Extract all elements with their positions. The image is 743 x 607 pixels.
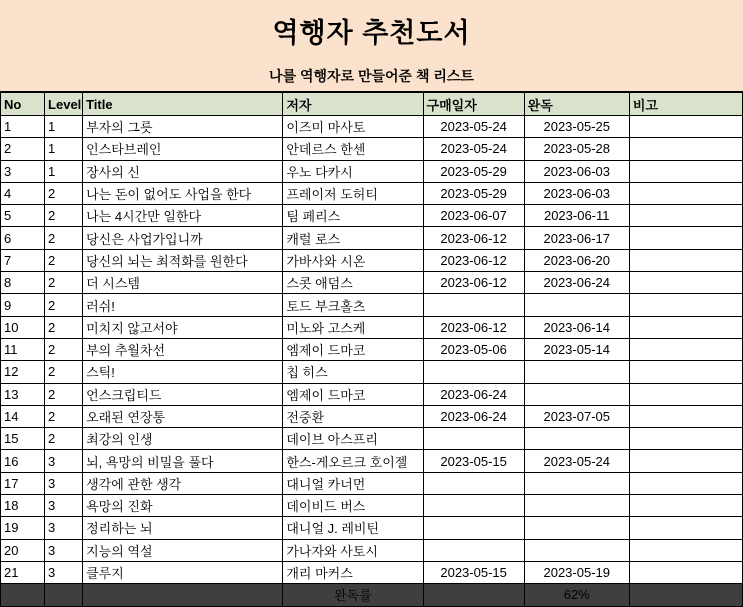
table-row — [1, 116, 743, 138]
table-row — [1, 182, 743, 204]
table-row — [1, 294, 743, 316]
cell-done-date[interactable]: 2023-05-28 — [524, 138, 629, 160]
table-footer — [1, 584, 743, 606]
cell-buy-date[interactable]: 2023-05-06 — [423, 338, 524, 360]
cell-level[interactable]: 2 — [45, 182, 83, 204]
table-row — [1, 472, 743, 494]
cell-level[interactable]: 2 — [45, 227, 83, 249]
cell-done-date[interactable]: 2023-06-24 — [524, 272, 629, 294]
cell-note[interactable] — [629, 450, 742, 472]
table-row — [1, 495, 743, 517]
cell-author[interactable]: 엠제이 드마코 — [283, 338, 423, 360]
cell-done-date[interactable] — [524, 539, 629, 561]
cell-title[interactable]: 나는 돈이 없어도 사업을 한다 — [83, 182, 283, 204]
completion-rate-label: 완독률 — [283, 584, 423, 606]
cell-level[interactable]: 2 — [45, 205, 83, 227]
cell-no[interactable]: 17 — [1, 472, 45, 494]
cell-no[interactable]: 14 — [1, 405, 45, 427]
cell-no[interactable]: 7 — [1, 249, 45, 271]
cell-buy-date[interactable] — [423, 472, 524, 494]
cell-author[interactable]: 개리 마커스 — [283, 561, 423, 583]
cell-no[interactable]: 1 — [1, 116, 45, 138]
cell-done-date[interactable] — [524, 361, 629, 383]
cell-buy-date[interactable]: 2023-06-12 — [423, 272, 524, 294]
footer-blank-note — [629, 584, 742, 606]
cell-title[interactable]: 부의 추월차선 — [83, 338, 283, 360]
cell-note[interactable] — [629, 561, 742, 583]
cell-no[interactable]: 11 — [1, 338, 45, 360]
cell-buy-date[interactable]: 2023-06-07 — [423, 205, 524, 227]
cell-author[interactable]: 캐럴 로스 — [283, 227, 423, 249]
table-row — [1, 517, 743, 539]
cell-title[interactable]: 오래된 연장통 — [83, 405, 283, 427]
cell-buy-date[interactable] — [423, 361, 524, 383]
cell-level[interactable]: 2 — [45, 338, 83, 360]
cell-level[interactable]: 1 — [45, 138, 83, 160]
cell-done-date[interactable]: 2023-06-17 — [524, 227, 629, 249]
cell-done-date[interactable]: 2023-07-05 — [524, 405, 629, 427]
cell-no[interactable]: 6 — [1, 227, 45, 249]
cell-level[interactable]: 3 — [45, 539, 83, 561]
cell-note[interactable] — [629, 182, 742, 204]
cell-buy-date[interactable]: 2023-05-24 — [423, 116, 524, 138]
cell-title[interactable]: 클루지 — [83, 561, 283, 583]
cell-title[interactable]: 당신의 뇌는 최적화를 원한다 — [83, 249, 283, 271]
cell-author[interactable]: 한스-게오르크 호이젤 — [283, 450, 423, 472]
cell-title[interactable]: 나는 4시간만 일한다 — [83, 205, 283, 227]
cell-done-date[interactable] — [524, 294, 629, 316]
cell-title[interactable]: 최강의 인생 — [83, 428, 283, 450]
cell-no[interactable]: 9 — [1, 294, 45, 316]
cell-no[interactable]: 15 — [1, 428, 45, 450]
cell-author[interactable]: 미노와 고스케 — [283, 316, 423, 338]
footer-blank-buy — [423, 584, 524, 606]
table-row — [1, 316, 743, 338]
cell-done-date[interactable]: 2023-06-11 — [524, 205, 629, 227]
cell-buy-date[interactable]: 2023-05-24 — [423, 138, 524, 160]
cell-note[interactable] — [629, 472, 742, 494]
table-row — [1, 539, 743, 561]
cell-done-date[interactable] — [524, 495, 629, 517]
cell-no[interactable]: 8 — [1, 272, 45, 294]
footer-row — [1, 584, 743, 606]
footer-blank-level — [45, 584, 83, 606]
cell-note[interactable] — [629, 138, 742, 160]
cell-buy-date[interactable]: 2023-06-24 — [423, 383, 524, 405]
cell-title[interactable]: 지능의 역설 — [83, 539, 283, 561]
cell-author[interactable]: 가바사와 시온 — [283, 249, 423, 271]
completion-rate-value: 62% — [524, 584, 629, 606]
table-row — [1, 205, 743, 227]
cell-level[interactable]: 3 — [45, 472, 83, 494]
cell-done-date[interactable] — [524, 517, 629, 539]
cell-buy-date[interactable] — [423, 517, 524, 539]
cell-done-date[interactable]: 2023-05-25 — [524, 116, 629, 138]
cell-author[interactable]: 우노 다카시 — [283, 160, 423, 182]
cell-no[interactable]: 18 — [1, 495, 45, 517]
table-row — [1, 138, 743, 160]
cell-author[interactable]: 전중환 — [283, 405, 423, 427]
table-row — [1, 227, 743, 249]
cell-author[interactable]: 데이브 아스프리 — [283, 428, 423, 450]
cell-level[interactable]: 2 — [45, 272, 83, 294]
table-row — [1, 249, 743, 271]
cell-done-date[interactable] — [524, 428, 629, 450]
cell-done-date[interactable]: 2023-06-14 — [524, 316, 629, 338]
cell-done-date[interactable]: 2023-05-24 — [524, 450, 629, 472]
cell-buy-date[interactable] — [423, 495, 524, 517]
cell-buy-date[interactable]: 2023-05-15 — [423, 561, 524, 583]
column-header-title[interactable]: Title — [83, 93, 283, 116]
cell-buy-date[interactable]: 2023-06-12 — [423, 227, 524, 249]
cell-author[interactable]: 엠제이 드마코 — [283, 383, 423, 405]
cell-title[interactable]: 인스타브레인 — [83, 138, 283, 160]
cell-title[interactable]: 당신은 사업가입니까 — [83, 227, 283, 249]
cell-title[interactable]: 스틱! — [83, 361, 283, 383]
subtitle-band — [0, 60, 743, 92]
cell-note[interactable] — [629, 205, 742, 227]
cell-note[interactable] — [629, 294, 742, 316]
column-header-note[interactable]: 비고 — [629, 93, 742, 116]
cell-level[interactable]: 3 — [45, 450, 83, 472]
table-header-row — [1, 93, 743, 116]
cell-author[interactable]: 대니얼 카너먼 — [283, 472, 423, 494]
cell-author[interactable]: 가나자와 사토시 — [283, 539, 423, 561]
cell-title[interactable]: 욕망의 진화 — [83, 495, 283, 517]
cell-note[interactable] — [629, 116, 742, 138]
cell-author[interactable]: 대니얼 J. 레비틴 — [283, 517, 423, 539]
cell-title[interactable]: 생각에 관한 생각 — [83, 472, 283, 494]
cell-level[interactable]: 2 — [45, 249, 83, 271]
cell-buy-date[interactable]: 2023-05-15 — [423, 450, 524, 472]
table-row — [1, 561, 743, 583]
footer-blank-title — [83, 584, 283, 606]
cell-level[interactable]: 1 — [45, 116, 83, 138]
title-band — [0, 0, 743, 60]
cell-done-date[interactable]: 2023-06-03 — [524, 182, 629, 204]
cell-note[interactable] — [629, 517, 742, 539]
cell-author[interactable]: 안데르스 한센 — [283, 138, 423, 160]
cell-author[interactable]: 토드 부크홀츠 — [283, 294, 423, 316]
cell-note[interactable] — [629, 272, 742, 294]
cell-note[interactable] — [629, 227, 742, 249]
cell-author[interactable]: 팀 페리스 — [283, 205, 423, 227]
cell-level[interactable]: 2 — [45, 316, 83, 338]
table-row — [1, 405, 743, 427]
page-subtitle: 나를 역행자로 만들어준 책 리스트 — [269, 67, 474, 84]
cell-author[interactable]: 이즈미 마사토 — [283, 116, 423, 138]
column-header-buy-date[interactable]: 구매일자 — [423, 93, 524, 116]
table-body — [1, 116, 743, 584]
cell-title[interactable]: 장사의 신 — [83, 160, 283, 182]
cell-note[interactable] — [629, 160, 742, 182]
cell-note[interactable] — [629, 383, 742, 405]
cell-note[interactable] — [629, 361, 742, 383]
cell-buy-date[interactable] — [423, 294, 524, 316]
cell-level[interactable]: 2 — [45, 405, 83, 427]
cell-level[interactable]: 3 — [45, 561, 83, 583]
cell-title[interactable]: 미치지 않고서야 — [83, 316, 283, 338]
cell-level[interactable]: 1 — [45, 160, 83, 182]
cell-done-date[interactable] — [524, 383, 629, 405]
cell-note[interactable] — [629, 428, 742, 450]
cell-note[interactable] — [629, 316, 742, 338]
book-list-table — [0, 92, 743, 607]
cell-buy-date[interactable]: 2023-05-29 — [423, 160, 524, 182]
cell-note[interactable] — [629, 405, 742, 427]
cell-buy-date[interactable] — [423, 539, 524, 561]
cell-level[interactable]: 2 — [45, 383, 83, 405]
cell-author[interactable]: 데이비드 버스 — [283, 495, 423, 517]
column-header-level[interactable]: Level — [45, 93, 83, 116]
cell-no[interactable]: 13 — [1, 383, 45, 405]
cell-title[interactable]: 정리하는 뇌 — [83, 517, 283, 539]
cell-no[interactable]: 20 — [1, 539, 45, 561]
cell-buy-date[interactable]: 2023-06-12 — [423, 316, 524, 338]
column-header-author[interactable]: 저자 — [283, 93, 423, 116]
table-row — [1, 450, 743, 472]
cell-note[interactable] — [629, 495, 742, 517]
table-row — [1, 338, 743, 360]
cell-no[interactable]: 19 — [1, 517, 45, 539]
cell-level[interactable]: 2 — [45, 361, 83, 383]
cell-level[interactable]: 3 — [45, 495, 83, 517]
cell-no[interactable]: 2 — [1, 138, 45, 160]
cell-no[interactable]: 21 — [1, 561, 45, 583]
cell-buy-date[interactable]: 2023-06-12 — [423, 249, 524, 271]
cell-title[interactable]: 언스크립티드 — [83, 383, 283, 405]
cell-level[interactable]: 2 — [45, 428, 83, 450]
cell-no[interactable]: 4 — [1, 182, 45, 204]
cell-author[interactable]: 프레이저 도허티 — [283, 182, 423, 204]
cell-title[interactable]: 더 시스템 — [83, 272, 283, 294]
cell-title[interactable]: 부자의 그릇 — [83, 116, 283, 138]
table-row — [1, 160, 743, 182]
column-header-done-date[interactable]: 완독 — [524, 93, 629, 116]
cell-author[interactable]: 칩 히스 — [283, 361, 423, 383]
table-row — [1, 272, 743, 294]
cell-level[interactable]: 2 — [45, 294, 83, 316]
cell-done-date[interactable]: 2023-05-19 — [524, 561, 629, 583]
cell-no[interactable]: 10 — [1, 316, 45, 338]
cell-buy-date[interactable]: 2023-06-24 — [423, 405, 524, 427]
cell-no[interactable]: 12 — [1, 361, 45, 383]
cell-done-date[interactable]: 2023-06-20 — [524, 249, 629, 271]
cell-no[interactable]: 16 — [1, 450, 45, 472]
cell-title[interactable]: 뇌, 욕망의 비밀을 풀다 — [83, 450, 283, 472]
table-row — [1, 428, 743, 450]
cell-author[interactable]: 스콧 애덤스 — [283, 272, 423, 294]
footer-blank-no — [1, 584, 45, 606]
cell-buy-date[interactable] — [423, 428, 524, 450]
cell-note[interactable] — [629, 539, 742, 561]
cell-no[interactable]: 3 — [1, 160, 45, 182]
cell-done-date[interactable] — [524, 472, 629, 494]
column-header-no[interactable]: No — [1, 93, 45, 116]
cell-done-date[interactable]: 2023-05-14 — [524, 338, 629, 360]
page-title: 역행자 추천도서 — [272, 17, 471, 48]
cell-level[interactable]: 3 — [45, 517, 83, 539]
cell-title[interactable]: 러쉬! — [83, 294, 283, 316]
cell-note[interactable] — [629, 249, 742, 271]
cell-done-date[interactable]: 2023-06-03 — [524, 160, 629, 182]
cell-buy-date[interactable]: 2023-05-29 — [423, 182, 524, 204]
table-row — [1, 383, 743, 405]
table-row — [1, 361, 743, 383]
cell-no[interactable]: 5 — [1, 205, 45, 227]
cell-note[interactable] — [629, 338, 742, 360]
table-header — [1, 93, 743, 116]
